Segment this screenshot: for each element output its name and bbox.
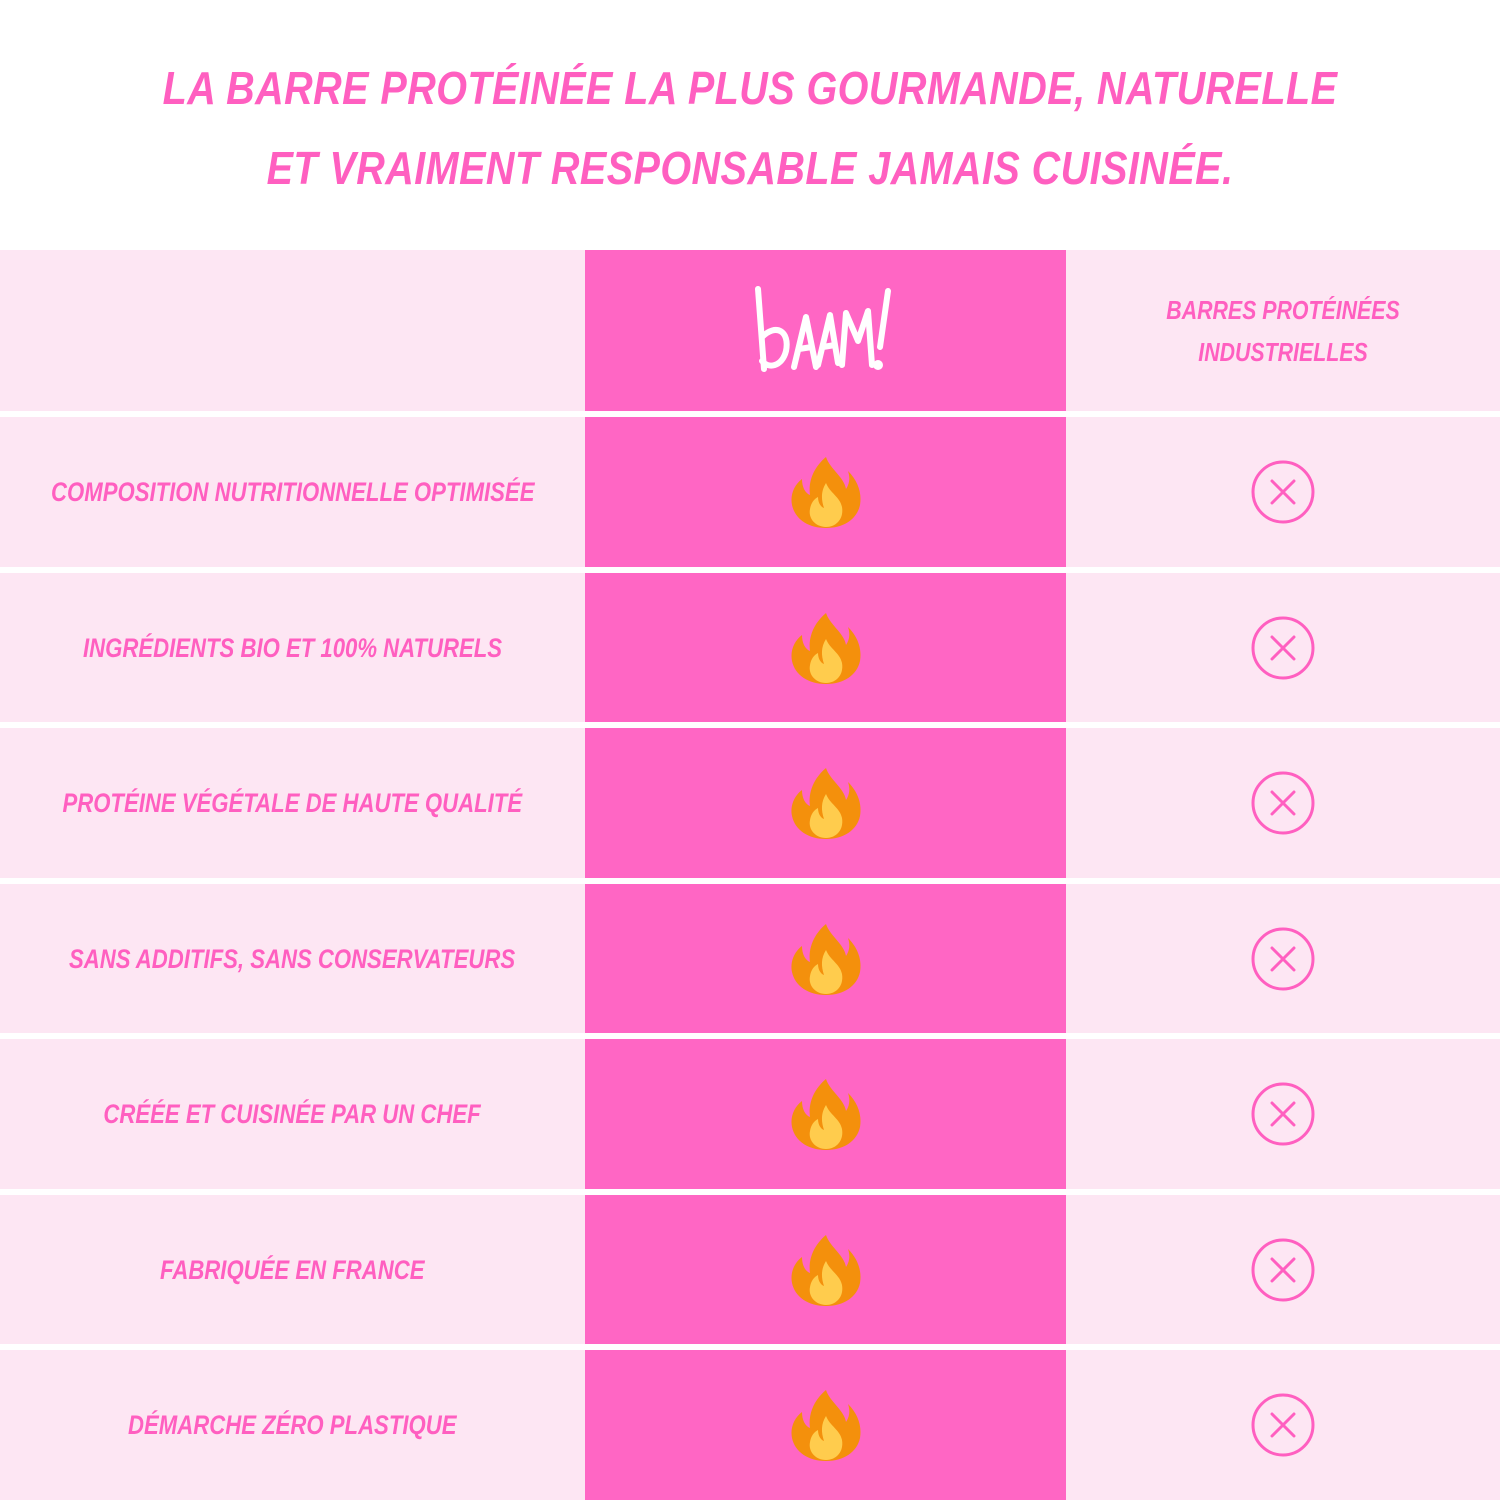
competitor-value-cell [1066, 728, 1500, 878]
cross-circle-icon [1250, 615, 1316, 681]
feature-label-cell [0, 417, 585, 567]
feature-label: DÉMARCHE ZÉRO PLASTIQUE [128, 1410, 457, 1441]
brand-value-cell [585, 573, 1066, 723]
cross-circle-icon [1250, 1392, 1316, 1458]
cross-circle-icon [1250, 926, 1316, 992]
feature-label: PROTÉINE VÉGÉTALE DE HAUTE QUALITÉ [62, 788, 523, 819]
competitor-value-cell [1066, 417, 1500, 567]
headline-line-1: LA BARRE PROTÉINÉE LA PLUS GOURMANDE, NATURELLE [162, 62, 1338, 114]
fire-icon [790, 455, 862, 529]
competitor-value-cell [1066, 884, 1500, 1034]
cross-circle-icon [1250, 1081, 1316, 1147]
fire-icon [790, 1388, 862, 1462]
brand-header-cell [585, 250, 1066, 411]
feature-label: SANS ADDITIFS, SANS CONSERVATEURS [69, 943, 516, 974]
brand-value-cell [585, 417, 1066, 567]
cross-circle-icon [1250, 770, 1316, 836]
competitor-title-line-2: INDUSTRIELLES [1198, 336, 1368, 367]
feature-label: FABRIQUÉE EN FRANCE [160, 1254, 425, 1285]
table-row [0, 1350, 1500, 1500]
brand-value-cell [585, 728, 1066, 878]
table-row [0, 884, 1500, 1034]
table-row [0, 573, 1500, 723]
table-row [0, 417, 1500, 567]
headline [105, 48, 1395, 208]
competitor-header-cell [1066, 250, 1500, 411]
fire-icon [790, 922, 862, 996]
brand-value-cell [585, 884, 1066, 1034]
feature-label-cell [0, 1195, 585, 1345]
feature-label-cell [0, 884, 585, 1034]
table-row [0, 1195, 1500, 1345]
competitor-value-cell [1066, 1350, 1500, 1500]
table-row [0, 1039, 1500, 1189]
header-empty-cell [0, 250, 585, 411]
fire-icon [790, 1233, 862, 1307]
feature-label-cell [0, 1350, 585, 1500]
feature-label-cell [0, 1039, 585, 1189]
table-header-row [0, 250, 1500, 411]
fire-icon [790, 611, 862, 685]
competitor-column-title [1105, 289, 1461, 373]
brand-value-cell [585, 1195, 1066, 1345]
brand-value-cell [585, 1350, 1066, 1500]
competitor-value-cell [1066, 1195, 1500, 1345]
comparison-table [0, 250, 1500, 1500]
feature-label: CRÉÉE ET CUISINÉE PAR UN CHEF [103, 1099, 482, 1130]
feature-label-cell [0, 728, 585, 878]
table-row [0, 728, 1500, 878]
feature-label: INGRÉDIENTS BIO ET 100% NATURELS [82, 632, 503, 663]
feature-label: COMPOSITION NUTRITIONNELLE OPTIMISÉE [50, 477, 535, 508]
cross-circle-icon [1250, 459, 1316, 525]
fire-icon [790, 1077, 862, 1151]
headline-line-2: ET VRAIMENT RESPONSABLE JAMAIS CUISINÉE. [266, 142, 1234, 194]
feature-label-cell [0, 573, 585, 723]
competitor-value-cell [1066, 1039, 1500, 1189]
brand-value-cell [585, 1039, 1066, 1189]
fire-icon [790, 766, 862, 840]
brand-logo [746, 281, 906, 381]
competitor-value-cell [1066, 573, 1500, 723]
cross-circle-icon [1250, 1237, 1316, 1303]
competitor-title-line-1: BARRES PROTÉINÉES [1166, 294, 1400, 325]
